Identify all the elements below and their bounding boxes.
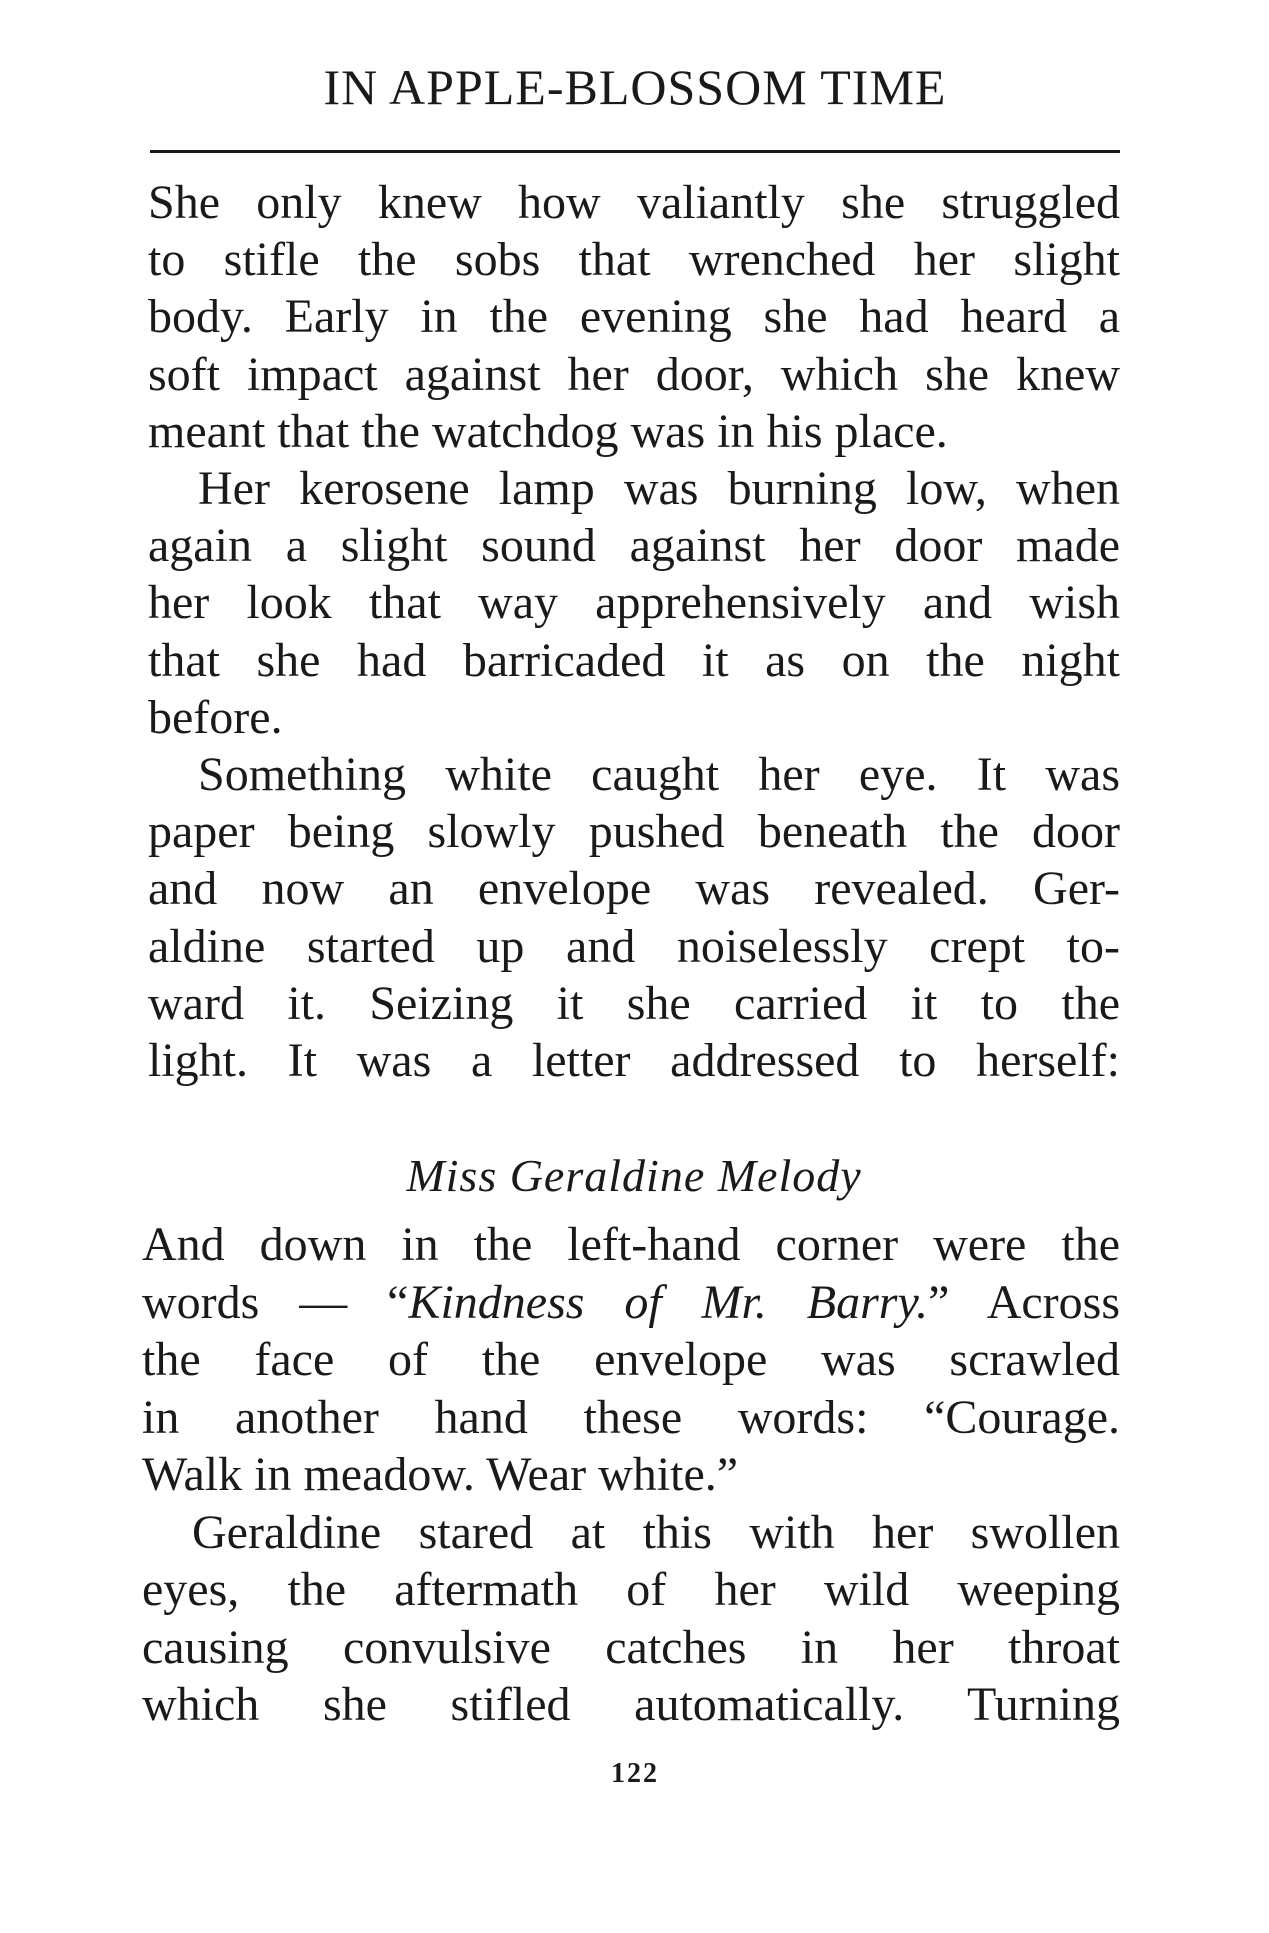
header-rule xyxy=(150,150,1120,153)
body-text-top xyxy=(148,174,1120,1089)
text-line: the face of the envelope was scrawled xyxy=(142,1333,1120,1386)
text-line: Walk in meadow. Wear white.” xyxy=(142,1448,739,1501)
text-line: aldine started up and noiselessly crept to- xyxy=(148,919,1120,973)
paragraph-4 xyxy=(142,1216,1120,1504)
text-line: She only knew how valiantly she struggled xyxy=(148,176,1120,229)
text-line: again a slight sound against her door made xyxy=(148,519,1120,573)
text-line: which she stifled automatically. Turning xyxy=(142,1678,1120,1731)
italic-text: Kindness of Mr. Barry. xyxy=(408,1275,929,1329)
page-number: 122 xyxy=(611,1758,659,1789)
text-line: causing convulsive catches in her throat xyxy=(142,1620,1120,1674)
text-line: paper being slowly pushed beneath the door xyxy=(148,805,1120,859)
paragraph-5 xyxy=(142,1504,1120,1734)
text-line: soft impact against her door, which she knew xyxy=(148,347,1120,401)
paragraph-3 xyxy=(148,746,1120,1089)
running-head: IN APPLE-BLOSSOM TIME xyxy=(323,59,947,115)
text-line: eyes, the aftermath of her wild weeping xyxy=(142,1563,1120,1616)
text-line: meant that the watchdog was in his place. xyxy=(148,404,948,458)
text-line: ward it. Seizing it she carried it to the xyxy=(148,976,1120,1030)
text-line: body. Early in the evening she had heard a xyxy=(148,290,1120,344)
text-line-mixed xyxy=(142,1274,1120,1332)
text-line: Geraldine stared at this with her swollen xyxy=(192,1505,1120,1559)
paragraph-2 xyxy=(148,460,1120,746)
envelope-address: Miss Geraldine Melody xyxy=(406,1150,862,1201)
text-line: before. xyxy=(148,690,283,744)
text-segment: words — “ xyxy=(142,1275,409,1329)
text-segment: ” Across xyxy=(928,1275,1121,1329)
text-line: light. It was a letter addressed to herself: xyxy=(148,1034,1120,1088)
text-line: to stifle the sobs that wrenched her slight xyxy=(148,233,1120,287)
text-line: Her kerosene lamp was burning low, when xyxy=(198,462,1120,516)
text-line: And down in the left-hand corner were the xyxy=(142,1218,1120,1271)
text-line: and now an envelope was revealed. Ger- xyxy=(148,862,1120,916)
text-line: that she had barricaded it as on the night xyxy=(148,633,1120,687)
text-line: in another hand these words: “Courage. xyxy=(142,1390,1120,1444)
paragraph-1 xyxy=(148,174,1120,460)
text-line: her look that way apprehensively and wish xyxy=(148,576,1120,630)
text-line: Something white caught her eye. It was xyxy=(198,748,1120,802)
body-text-bottom xyxy=(142,1216,1120,1734)
